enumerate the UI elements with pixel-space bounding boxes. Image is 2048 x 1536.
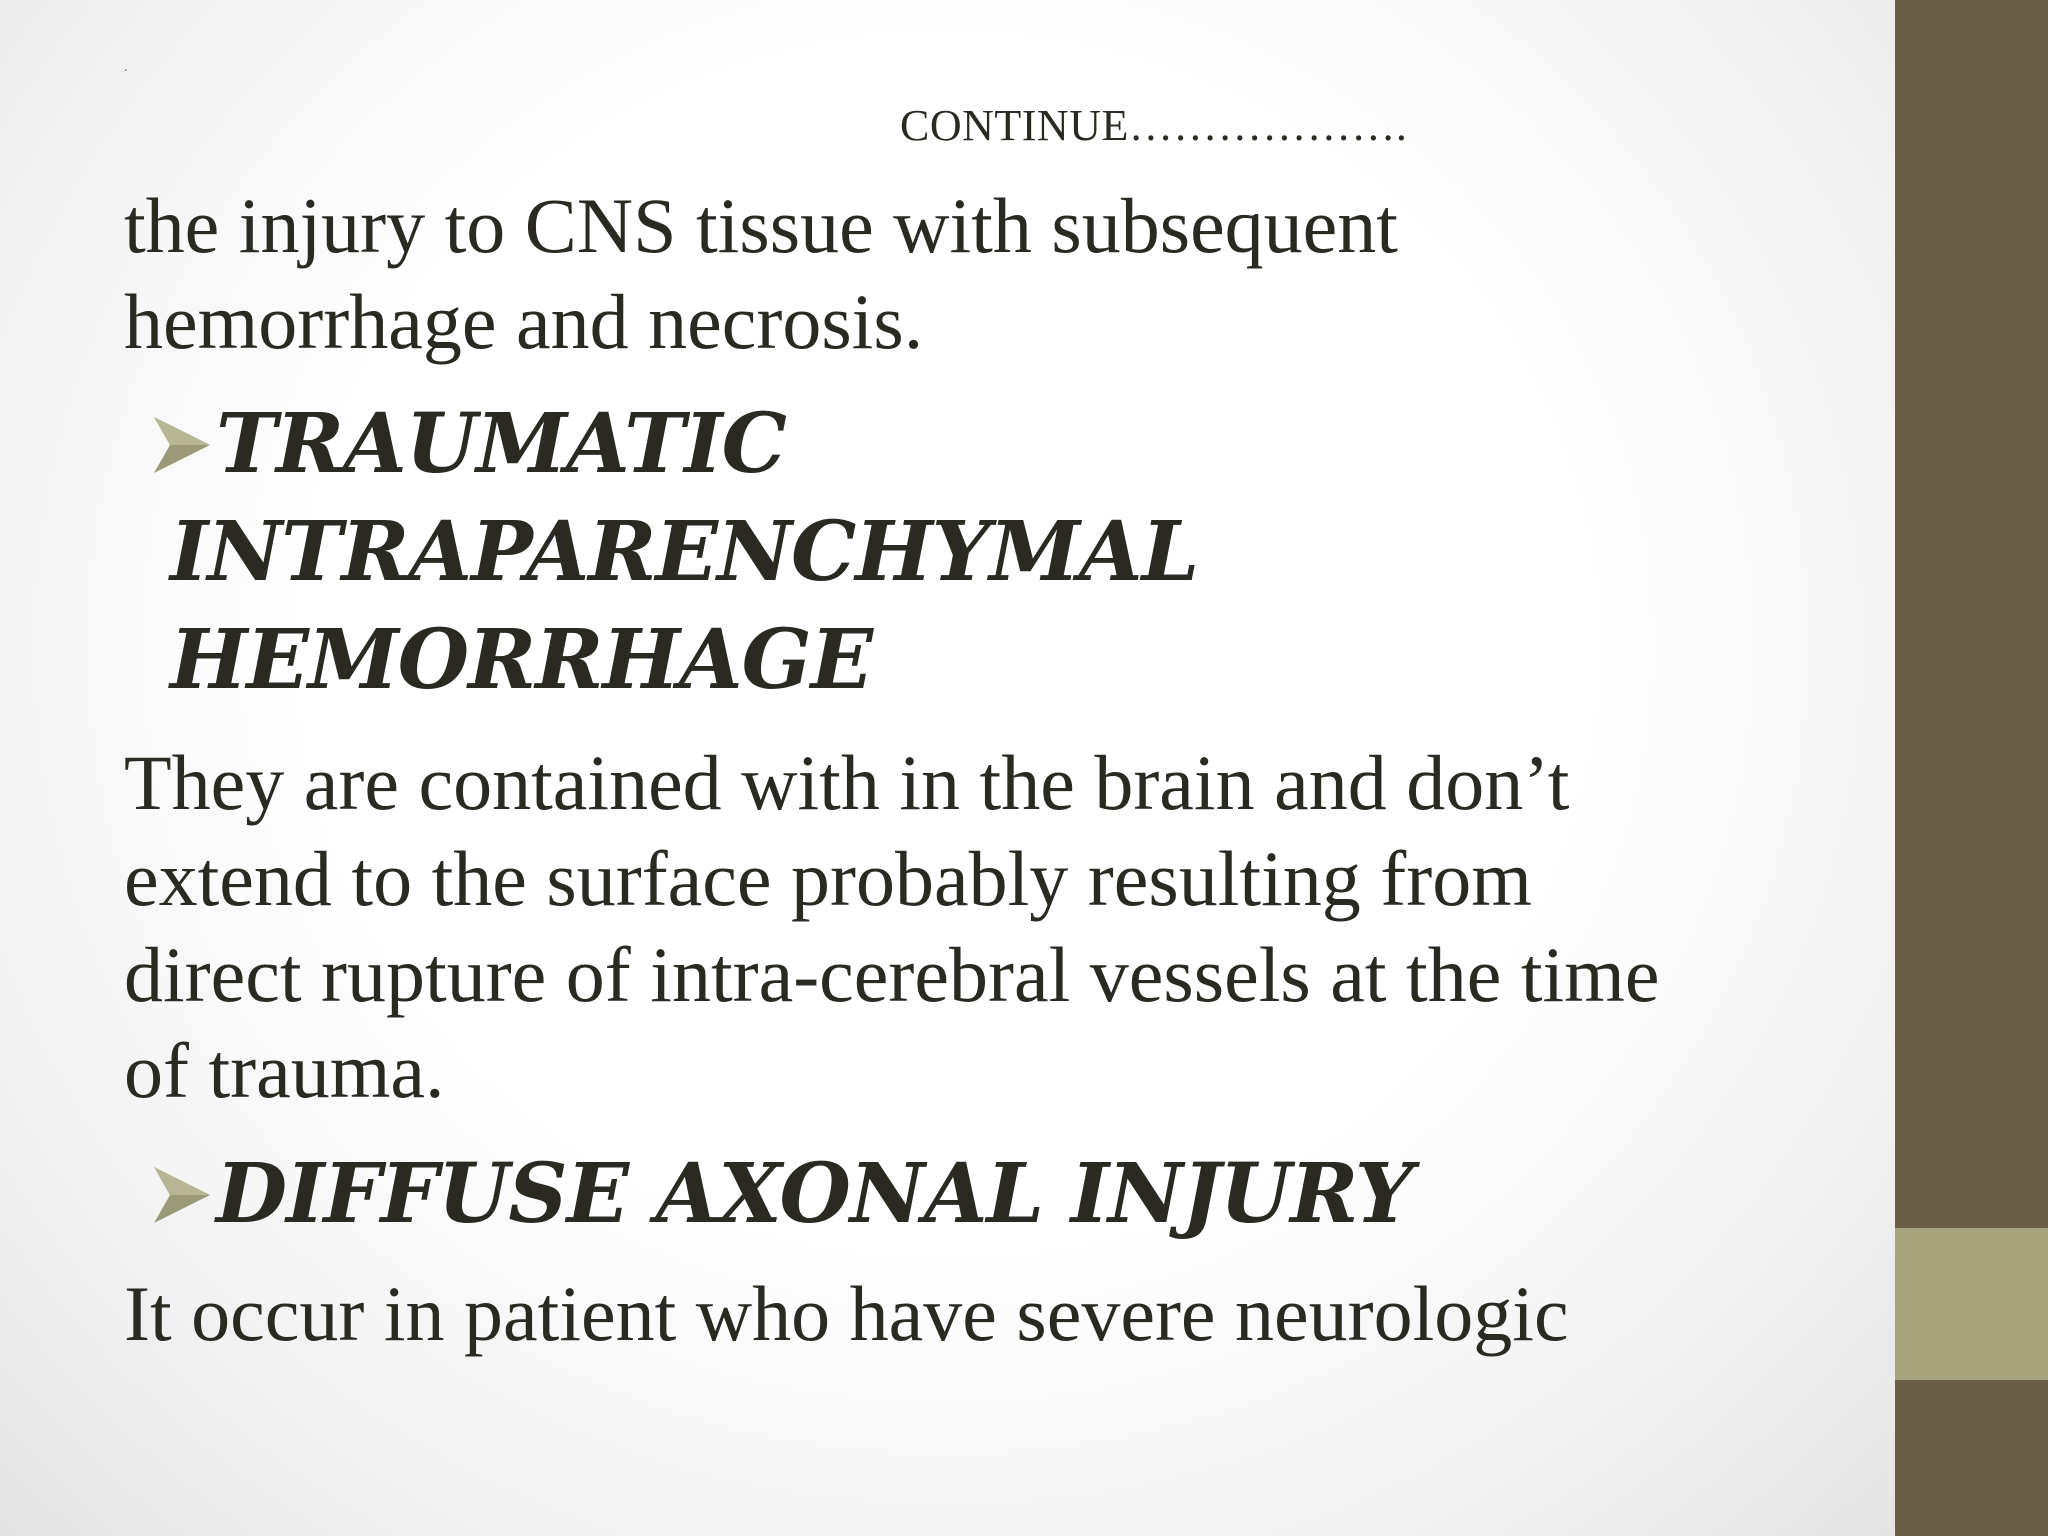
bullet-heading-diffuse-axonal xyxy=(150,1140,1412,1248)
paragraph-3 xyxy=(124,1266,1569,1362)
bullet-heading-traumatic xyxy=(150,390,1198,714)
paragraph-2 xyxy=(124,735,1659,1119)
bullet-heading-line: INTRAPARENCHYMAL xyxy=(170,504,1199,600)
slide-marker: . xyxy=(124,60,128,75)
bullet-heading-line: TRAUMATIC xyxy=(216,396,786,492)
bullet-heading-line: DIFFUSE AXONAL INJURY xyxy=(216,1146,1413,1242)
paragraph-2-line: of trauma. xyxy=(124,1027,445,1114)
bullet-heading-line: HEMORRHAGE xyxy=(170,612,873,708)
arrowhead-bullet-icon xyxy=(150,1163,212,1227)
paragraph-2-line: They are contained with in the brain and don’t xyxy=(124,739,1570,826)
arrowhead-bullet-icon xyxy=(150,413,212,477)
paragraph-1-line: hemorrhage and necrosis. xyxy=(124,278,924,365)
decorative-sidebar-accent xyxy=(1895,1228,2048,1380)
paragraph-2-line: direct rupture of intra-cerebral vessels at the time xyxy=(124,931,1660,1018)
slide-heading: CONTINUE………………. xyxy=(900,101,1408,150)
paragraph-1-line: the injury to CNS tissue with subsequent xyxy=(124,182,1398,269)
paragraph-1 xyxy=(124,178,1398,370)
paragraph-2-line: extend to the surface probably resulting from xyxy=(124,835,1532,922)
paragraph-3-line: It occur in patient who have severe neurologic xyxy=(124,1270,1569,1357)
